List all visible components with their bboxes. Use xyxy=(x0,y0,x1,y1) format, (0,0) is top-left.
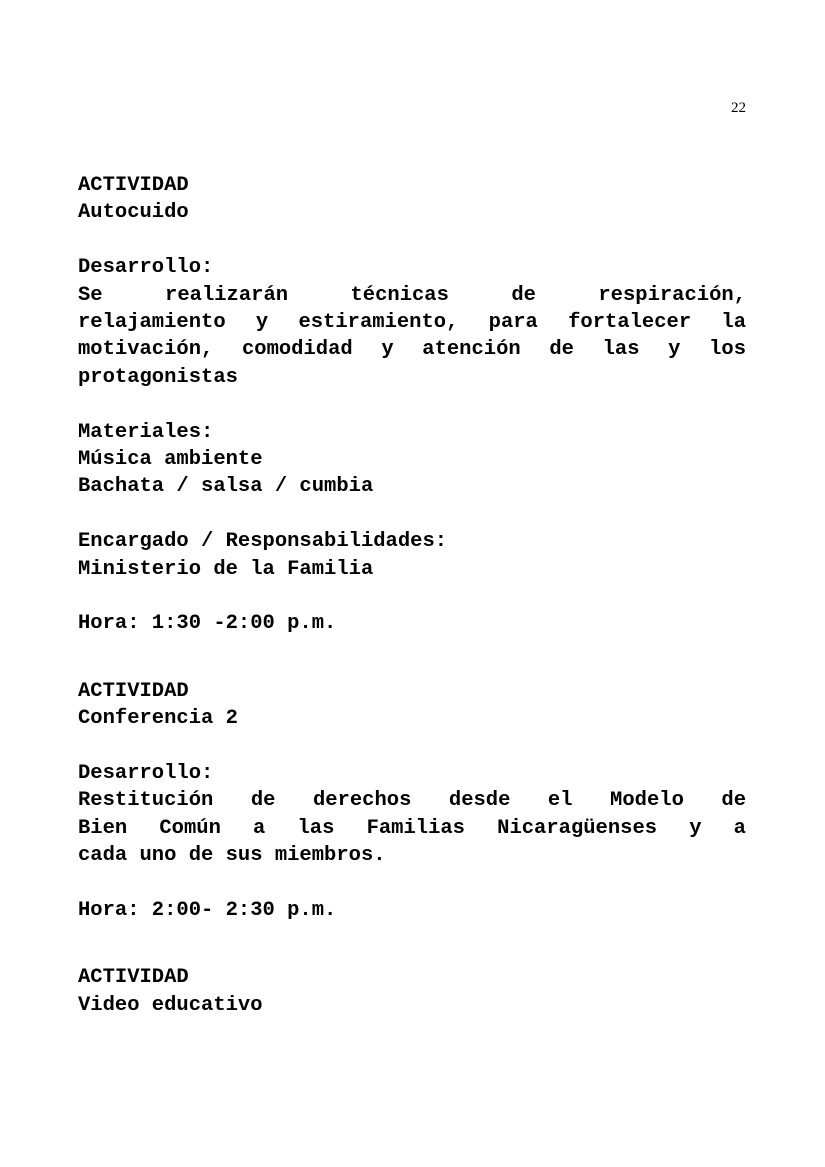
desarrollo-label: Desarrollo: xyxy=(78,762,214,786)
encargado-value: Ministerio de la Familia xyxy=(78,557,374,581)
activity-heading: ACTIVIDAD xyxy=(78,174,189,197)
desarrollo-line: protagonistas xyxy=(78,365,238,389)
activity-title: Autocuido xyxy=(78,201,189,225)
materiales-label: Materiales: xyxy=(78,420,214,444)
desarrollo-line: relajamiento y estiramiento, para fortalecer la xyxy=(78,311,746,335)
desarrollo-line: cada uno de sus miembros. xyxy=(78,844,386,868)
desarrollo-line: Se realizarán técnicas de respiración, xyxy=(78,283,746,307)
document-body xyxy=(78,172,746,1019)
activity-title: Video educativo xyxy=(78,993,263,1017)
encargado-label: Encargado / Responsabilidades: xyxy=(78,530,448,554)
hora: Hora: 2:00- 2:30 p.m. xyxy=(78,899,337,923)
desarrollo-line: motivación, comodidad y atención de las y los xyxy=(78,338,746,362)
desarrollo-line: Bien Común a las Familias Nicaragüenses y a xyxy=(78,816,746,840)
desarrollo-line: Restitución de derechos desde el Modelo de xyxy=(78,789,746,813)
materiales-item: Música ambiente xyxy=(78,448,263,472)
page-number: 22 xyxy=(731,100,746,116)
desarrollo-label: Desarrollo: xyxy=(78,256,214,280)
activity-heading: ACTIVIDAD xyxy=(78,679,189,703)
materiales-item: Bachata / salsa / cumbia xyxy=(78,475,374,499)
activity-heading: ACTIVIDAD xyxy=(78,966,189,990)
hora: Hora: 1:30 -2:00 p.m. xyxy=(78,612,337,636)
activity-title: Conferencia 2 xyxy=(78,707,238,731)
